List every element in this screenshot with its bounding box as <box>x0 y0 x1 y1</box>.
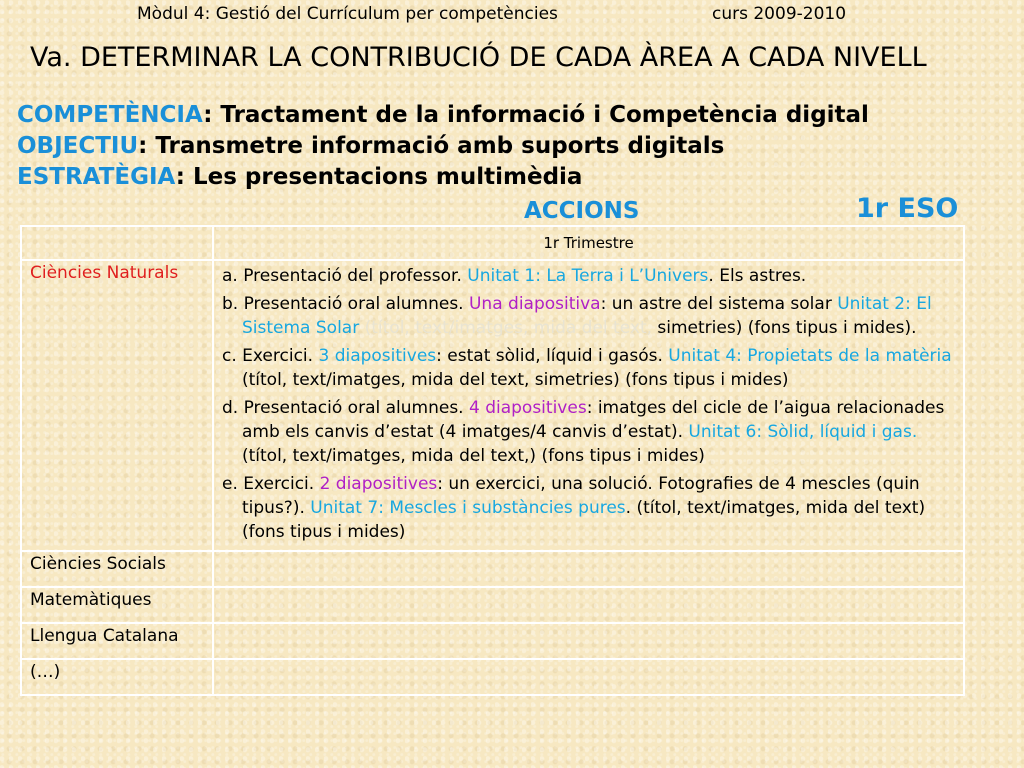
list-item <box>222 264 955 288</box>
unit-ref: Unitat 6: Sòlid, líquid i gas. <box>688 422 918 442</box>
table-header-empty <box>21 226 213 260</box>
unit-ref: Unitat 2: El Sistema Solar <box>242 294 932 338</box>
action-text: : estat sòlid, líquid i gasós. <box>436 346 669 366</box>
actions-cell-empty <box>213 623 964 659</box>
table-row <box>21 551 964 587</box>
actions-list <box>222 264 955 544</box>
action-text: a. Presentació del professor. <box>222 266 468 286</box>
area-cell: Matemàtiques <box>21 587 213 623</box>
list-item <box>222 344 955 392</box>
accions-label: ACCIONS <box>524 198 640 224</box>
action-text-faint: (títol, text/imatges, mida del text, <box>359 318 658 338</box>
course-year: curs 2009-2010 <box>712 4 847 24</box>
action-text: e. Exercici. <box>222 474 320 494</box>
unit-ref: Unitat 7: Mescles i substàncies pures <box>310 498 626 518</box>
competencia-key: COMPETÈNCIA <box>17 102 204 128</box>
competencia-value: : Tractament de la informació i Competència digital <box>203 102 869 128</box>
list-item <box>222 396 955 468</box>
action-text: : un exercici, una solució. Fotografies de 4 mescles (quin tipus?). <box>242 474 920 518</box>
action-text: . Els astres. <box>708 266 807 286</box>
slide-header <box>0 2 1024 28</box>
competencia-row <box>17 100 869 131</box>
objectiu-value: : Transmetre informació amb suports digitals <box>138 133 725 159</box>
table-row <box>21 587 964 623</box>
list-item <box>222 472 955 544</box>
table-header-row <box>21 226 964 260</box>
estrategia-value: : Les presentacions multimèdia <box>175 164 583 190</box>
area-cell: (…) <box>21 659 213 695</box>
area-cell: Ciències Naturals <box>21 260 213 551</box>
estrategia-key: ESTRATÈGIA <box>17 164 176 190</box>
actions-cell-empty <box>213 551 964 587</box>
area-cell: Ciències Socials <box>21 551 213 587</box>
table-row <box>21 260 964 551</box>
actions-table <box>20 225 965 696</box>
slide-count: 2 diapositives <box>319 474 438 494</box>
action-text: (títol, text/imatges, mida del text, simetries) (fons tipus i mides) <box>242 370 789 390</box>
unit-ref: Unitat 1: La Terra i L’Univers <box>467 266 709 286</box>
actions-cell <box>213 260 964 551</box>
estrategia-row <box>17 162 869 193</box>
page-title: Va. DETERMINAR LA CONTRIBUCIÓ DE CADA ÀREA A CADA NIVELL <box>30 42 927 73</box>
actions-cell-empty <box>213 587 964 623</box>
action-text: : imatges del cicle de l’aigua relacionades amb els canvis d’estat (4 imatges/4 canvis d’estat). <box>242 398 945 442</box>
level-label: 1r ESO <box>856 193 959 224</box>
action-text: c. Exercici. <box>222 346 319 366</box>
module-title: Mòdul 4: Gestió del Currículum per competències <box>137 4 558 24</box>
action-text: . (títol, text/imatges, mida del text) (fons tipus i mides) <box>242 498 926 542</box>
list-item <box>222 292 955 340</box>
action-text: (títol, text/imatges, mida del text,) (fons tipus i mides) <box>242 446 705 466</box>
table-row <box>21 659 964 695</box>
action-text: simetries) (fons tipus i mides). <box>657 318 917 338</box>
objectiu-row <box>17 131 869 162</box>
area-cell: Llengua Catalana <box>21 623 213 659</box>
table-row <box>21 623 964 659</box>
slide-count: Una diapositiva <box>468 294 601 314</box>
action-text: d. Presentació oral alumnes. <box>222 398 469 418</box>
term-header: 1r Trimestre <box>213 226 964 260</box>
unit-ref: Unitat 4: Propietats de la matèria <box>668 346 952 366</box>
slide-count: 3 diapositives <box>318 346 437 366</box>
actions-cell-empty <box>213 659 964 695</box>
objectiu-key: OBJECTIU <box>17 133 139 159</box>
action-text: : un astre del sistema solar <box>600 294 838 314</box>
competency-info <box>17 100 869 193</box>
action-text: b. Presentació oral alumnes. <box>222 294 469 314</box>
slide-count: 4 diapositives <box>468 398 587 418</box>
